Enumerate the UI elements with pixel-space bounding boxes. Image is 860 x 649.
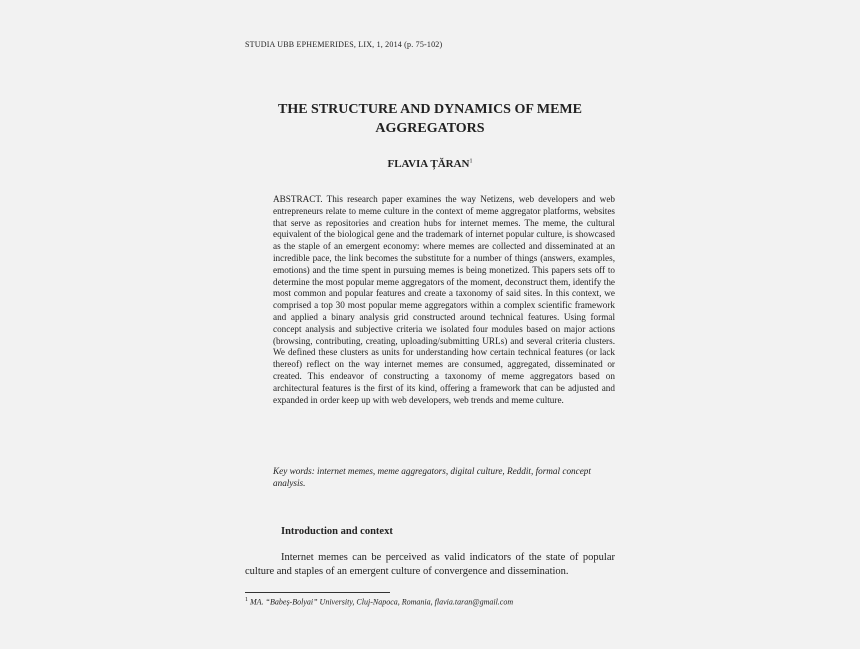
section-heading: Introduction and context: [281, 526, 393, 537]
intro-paragraph: Internet memes can be perceived as valid indicators of the state of popular culture and staples of an emergent culture of convergence and dissemination.: [245, 552, 615, 577]
footnote: [245, 597, 513, 607]
author-name: FLAVIA ȚĂRAN: [387, 158, 470, 170]
abstract: ABSTRACT. This research paper examines the way Netizens, web developers and web entrepreneurs relate to meme culture in the context of meme aggregator platforms, websites that serve as repositories and creation hubs for internet memes. The meme, the cultural equivalent of the biological gene and the trademark of internet popular culture, is showcased as the staple of an emergent economy: where memes are collected and disseminated at an incredible pace, the link becomes the substitute for a number of things (answers, examples, emotions) and the time spent in pursuing memes is being monetized. This papers sets off to determine the most popular meme aggregators of the moment, deconstruct them, identify the most common and popular features and create a taxonomy of said sites. In this context, we comprised a top 30 most popular meme aggregators within a complex scientific framework and applied a binary analysis grid constructed around technical features. Using formal concept analysis and subjective criteria we isolated four modules based on major actions (browsing, contributing, creating, uploading/submitting URLs) and several criteria clusters. We defined these clusters as units for understanding how certain technical features (or lack thereof) reflect on the way internet memes are consumed, aggregated, disseminated or created. This endeavor of constructing a taxonomy of meme aggregators based on architectural features is the first of its kind, offering a framework that can be adjusted and expanded in order keep up with web developers, web trends and meme culture.: [273, 194, 615, 405]
author-line: [245, 158, 615, 170]
footnote-divider: [245, 592, 390, 593]
footnote-mark: 1: [245, 597, 248, 603]
footnote-text: MA. “Babeș-Bolyai” University, Cluj-Napoca, Romania, flavia.taran@gmail.com: [250, 597, 514, 607]
keywords: Key words: internet memes, meme aggregators, digital culture, Reddit, formal concept analysis.: [273, 466, 591, 488]
author-footnote-mark: 1: [469, 158, 473, 165]
running-head: STUDIA UBB EPHEMERIDES, LIX, 1, 2014 (p. 75-102): [245, 40, 443, 49]
paper-title: THE STRUCTURE AND DYNAMICS OF MEME AGGREGATORS: [277, 102, 582, 136]
